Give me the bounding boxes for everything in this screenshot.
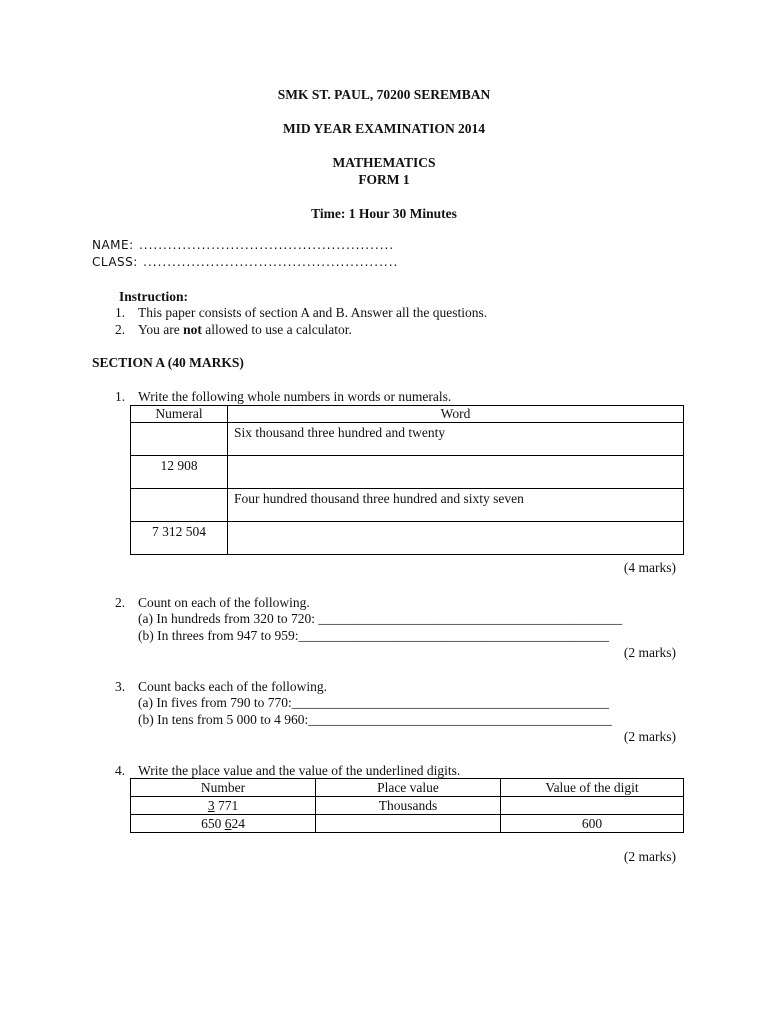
answer-line-3b[interactable]: (b) In tens from 5 000 to 4 960:_____________________________________________ xyxy=(138,712,612,727)
word-cell[interactable] xyxy=(228,522,684,555)
table-row xyxy=(131,456,684,489)
answer-line-3a[interactable]: (a) In fives from 790 to 770:_______________________________________________ xyxy=(138,695,609,710)
form-title: FORM 1 xyxy=(358,172,410,187)
answer-line-2b[interactable]: (b) In threes from 947 to 959:______________________________________________ xyxy=(138,628,609,643)
underlined-digit: 3 xyxy=(207,797,215,813)
question-text: Write the following whole numbers in words or numerals. xyxy=(138,389,452,404)
number-cell: 650 624 xyxy=(131,815,316,833)
word-cell[interactable] xyxy=(228,456,684,489)
digit-value-cell[interactable] xyxy=(501,797,684,815)
question-text: Count on each of the following. xyxy=(138,595,310,610)
instruction-text: You are not allowed to use a calculator. xyxy=(138,322,352,337)
class-dots: : ..................................................... xyxy=(133,255,399,269)
question-text: Count backs each of the following. xyxy=(138,679,327,694)
class-label: CLASS xyxy=(92,255,134,269)
word-cell[interactable]: Four hundred thousand three hundred and sixty seven xyxy=(228,489,684,522)
question-1 xyxy=(115,389,452,405)
exam-title: MID YEAR EXAMINATION 2014 xyxy=(282,121,486,136)
table-row xyxy=(131,522,684,555)
numeral-cell[interactable]: 12 908 xyxy=(131,456,228,489)
column-header: Place value xyxy=(316,779,501,797)
exam-time: Time: 1 Hour 30 Minutes xyxy=(311,206,457,221)
question-4 xyxy=(115,763,461,779)
instruction-emphasis: not xyxy=(183,322,202,337)
question-marks: (2 marks) xyxy=(623,645,676,660)
number-cell: 3 771 xyxy=(131,797,316,815)
column-header: Word xyxy=(228,406,684,423)
column-header: Value of the digit xyxy=(501,779,684,797)
column-header: Numeral xyxy=(131,406,228,423)
question-marks: (2 marks) xyxy=(623,729,676,744)
numeral-cell[interactable] xyxy=(131,489,228,522)
word-cell[interactable]: Six thousand three hundred and twenty xyxy=(228,423,684,456)
instruction-text: This paper consists of section A and B. Answer all the questions. xyxy=(138,305,488,320)
name-field[interactable] xyxy=(92,238,394,252)
subject-title: MATHEMATICS xyxy=(332,155,436,170)
table-row xyxy=(131,489,684,522)
table-row xyxy=(131,423,684,456)
question-text: Write the place value and the value of the underlined digits. xyxy=(138,763,461,778)
place-value-cell[interactable] xyxy=(316,815,501,833)
question-number: 2. xyxy=(115,595,126,610)
answer-line-2a[interactable]: (a) In hundreds from 320 to 720: _____________________________________________ xyxy=(138,611,623,626)
instruction-num: 2. xyxy=(115,322,126,337)
instruction-item xyxy=(115,305,488,321)
question-marks: (4 marks) xyxy=(623,560,676,575)
instruction-title: Instruction: xyxy=(119,289,189,304)
name-dots: : ..................................................... xyxy=(129,238,395,252)
question-marks: (2 marks) xyxy=(623,849,676,864)
class-field[interactable] xyxy=(92,255,398,269)
underlined-digit: 6 xyxy=(224,815,232,831)
instruction-num: 1. xyxy=(115,305,126,320)
table-row xyxy=(131,815,684,833)
school-name: SMK ST. PAUL, 70200 SEREMBAN xyxy=(277,87,491,102)
numeral-word-table xyxy=(130,405,684,555)
place-value-table xyxy=(130,778,684,833)
question-number: 4. xyxy=(115,763,126,778)
section-a-title: SECTION A (40 MARKS) xyxy=(92,355,244,370)
column-header: Number xyxy=(131,779,316,797)
digit-value-cell[interactable]: 600 xyxy=(501,815,684,833)
instruction-item xyxy=(115,322,352,338)
name-label: NAME xyxy=(92,238,130,252)
question-number: 3. xyxy=(115,679,126,694)
question-3 xyxy=(115,679,327,695)
numeral-cell[interactable] xyxy=(131,423,228,456)
question-2 xyxy=(115,595,310,611)
numeral-cell[interactable]: 7 312 504 xyxy=(131,522,228,555)
question-number: 1. xyxy=(115,389,126,404)
place-value-cell[interactable]: Thousands xyxy=(316,797,501,815)
table-row xyxy=(131,797,684,815)
